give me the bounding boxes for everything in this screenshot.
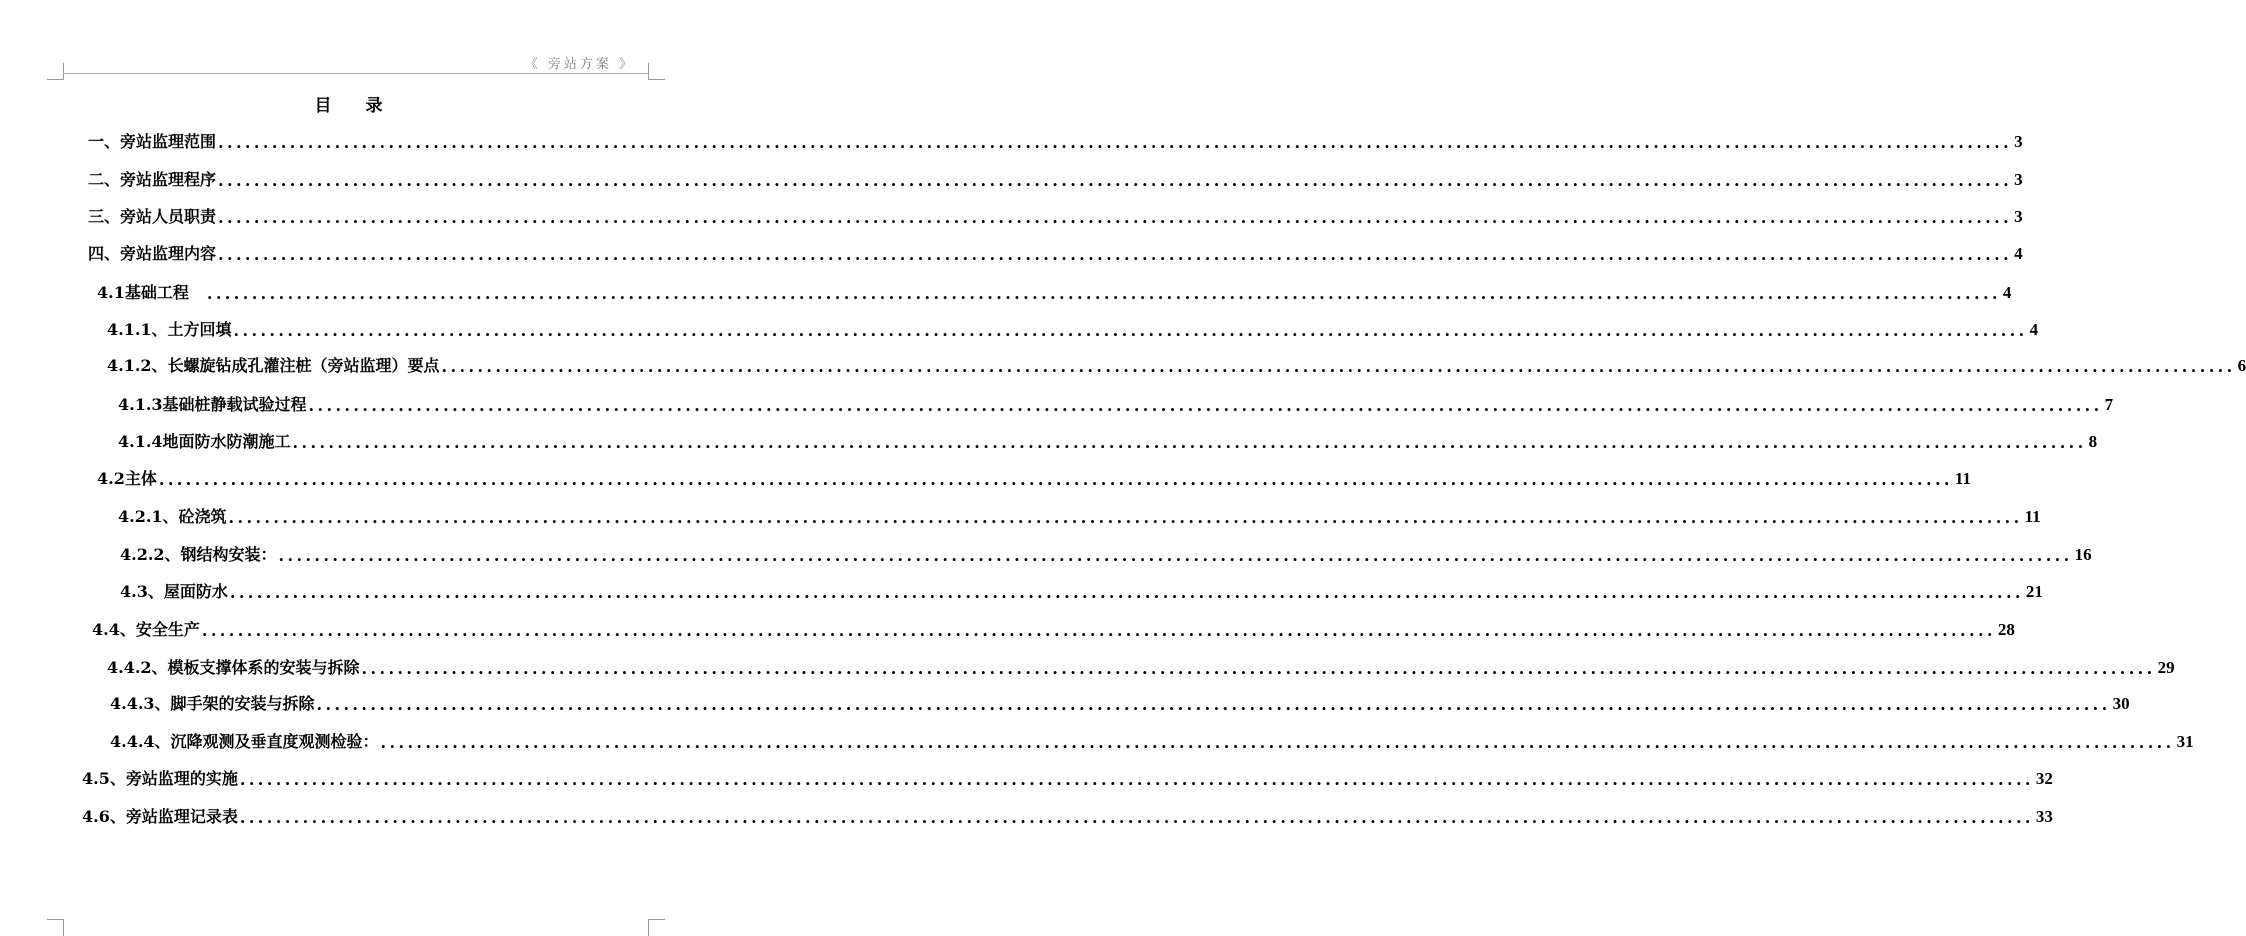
toc-entry-label: 4.4.3、脚手架的安装与拆除 <box>110 694 315 713</box>
header-rule <box>63 73 648 74</box>
toc-entry[interactable] <box>97 465 1971 489</box>
page-header: 《 旁站方案 》 <box>524 57 635 72</box>
toc-entry-label: 4.2.1、砼浇筑 <box>118 507 227 526</box>
toc-entry-label: 4.4.2、模板支撑体系的安装与拆除 <box>107 658 360 677</box>
toc-entry[interactable] <box>120 541 2092 565</box>
toc-entry-label: 二、旁站监理程序 <box>88 170 217 189</box>
toc-entry-label: 4.1.4地面防水防潮施工 <box>118 432 291 451</box>
toc-entry-label: 4.2主体 <box>97 469 157 488</box>
toc-entry-page-number: 4 <box>2029 320 2039 339</box>
toc-dot-leader: ........................................................................................................................................................................................................ <box>228 508 2023 527</box>
toc-entry-label: 一、旁站监理范围 <box>88 132 217 151</box>
toc-entry-label: 4.4.4、沉降观测及垂直度观测检验： <box>110 732 379 751</box>
toc-entry-page-number: 16 <box>2074 545 2092 564</box>
crop-mark-bottom-left <box>47 919 64 936</box>
toc-dot-leader: ........................................................................................................................................................................................................ <box>239 808 2034 827</box>
toc-entry[interactable] <box>107 316 2039 340</box>
toc-entry[interactable] <box>88 240 2023 264</box>
toc-entry[interactable] <box>110 728 2194 752</box>
toc-entry-page-number: 3 <box>2014 132 2023 151</box>
toc-entry-page-number: 4 <box>2002 283 2012 302</box>
toc-dot-leader: ........................................................................................................................................................................................................ <box>218 208 2013 227</box>
crop-mark-bottom-right <box>648 919 665 936</box>
toc-entry[interactable] <box>107 352 2246 376</box>
toc-entry-page-number: 7 <box>2104 395 2114 414</box>
toc-entry[interactable] <box>107 654 2175 678</box>
toc-dot-leader: ........................................................................................................................................................................................................ <box>201 621 1996 640</box>
toc-entry-label: 4.2.2、钢结构安装： <box>120 545 277 564</box>
toc-entry-label: 四、旁站监理内容 <box>88 244 217 263</box>
toc-entry-label: 4.1.1、土方回填 <box>107 320 232 339</box>
toc-entry-page-number: 32 <box>2035 769 2053 788</box>
toc-entry-label: 4.4、安全生产 <box>92 620 200 639</box>
toc-dot-leader: ........................................................................................................................................................................................................ <box>206 284 2001 303</box>
toc-entry-page-number: 6 <box>2237 356 2246 375</box>
toc-dot-leader: ........................................................................................................................................................................................................ <box>278 546 2073 565</box>
toc-dot-leader: ........................................................................................................................................................................................................ <box>380 733 2175 752</box>
toc-entry-page-number: 11 <box>2024 507 2041 526</box>
toc-entry[interactable] <box>118 428 2098 452</box>
toc-dot-leader: ........................................................................................................................................................................................................ <box>441 357 2236 376</box>
toc-entry-label: 4.1.3基础桩静载试验过程 <box>118 395 307 414</box>
toc-dot-leader: ........................................................................................................................................................................................................ <box>361 659 2156 678</box>
toc-entry[interactable] <box>120 578 2043 602</box>
toc-dot-leader: ........................................................................................................................................................................................................ <box>316 695 2111 714</box>
toc-dot-leader: ........................................................................................................................................................................................................ <box>233 321 2028 340</box>
toc-entry-label: 4.3、屋面防水 <box>120 582 228 601</box>
toc-entry-page-number: 30 <box>2112 694 2130 713</box>
toc-title: 目 录 <box>314 96 397 116</box>
toc-entry-label: 4.1.2、长螺旋钻成孔灌注桩（旁站监理）要点 <box>107 356 440 375</box>
toc-entry[interactable] <box>92 616 2015 640</box>
toc-entry-page-number: 33 <box>2035 807 2053 826</box>
toc-entry-page-number: 4 <box>2014 244 2023 263</box>
toc-dot-leader: ........................................................................................................................................................................................................ <box>218 171 2013 190</box>
toc-dot-leader: ........................................................................................................................................................................................................ <box>308 396 2103 415</box>
toc-entry[interactable] <box>118 391 2114 415</box>
toc-entry-page-number: 8 <box>2088 432 2098 451</box>
toc-entry-page-number: 3 <box>2014 170 2023 189</box>
toc-entry[interactable] <box>88 128 2023 152</box>
toc-entry[interactable] <box>82 765 2053 789</box>
toc-dot-leader: ........................................................................................................................................................................................................ <box>218 133 2013 152</box>
toc-entry[interactable] <box>118 503 2041 527</box>
toc-entry-label: 4.1基础工程 <box>97 283 205 302</box>
toc-entry-page-number: 21 <box>2025 582 2043 601</box>
crop-mark-top-right <box>648 63 665 80</box>
toc-entry-page-number: 11 <box>1954 469 1971 488</box>
toc-entry-page-number: 29 <box>2157 658 2175 677</box>
toc-entry-label: 三、旁站人员职责 <box>88 207 217 226</box>
toc-entry[interactable] <box>88 166 2023 190</box>
crop-mark-top-left <box>47 63 64 80</box>
toc-dot-leader: ........................................................................................................................................................................................................ <box>239 770 2034 789</box>
toc-dot-leader: ........................................................................................................................................................................................................ <box>158 470 1953 489</box>
toc-entry-label: 4.6、旁站监理记录表 <box>82 807 238 826</box>
toc-entry[interactable] <box>97 279 2012 303</box>
toc-dot-leader: ........................................................................................................................................................................................................ <box>218 245 2013 264</box>
toc-entry[interactable] <box>82 803 2053 827</box>
toc-entry[interactable] <box>88 203 2023 227</box>
toc-entry-page-number: 28 <box>1997 620 2015 639</box>
toc-entry-label: 4.5、旁站监理的实施 <box>82 769 238 788</box>
toc-entry[interactable] <box>110 690 2130 714</box>
toc-dot-leader: ........................................................................................................................................................................................................ <box>229 583 2024 602</box>
toc-dot-leader: ........................................................................................................................................................................................................ <box>292 433 2087 452</box>
toc-entry-page-number: 31 <box>2176 732 2194 751</box>
toc-entry-page-number: 3 <box>2014 207 2023 226</box>
